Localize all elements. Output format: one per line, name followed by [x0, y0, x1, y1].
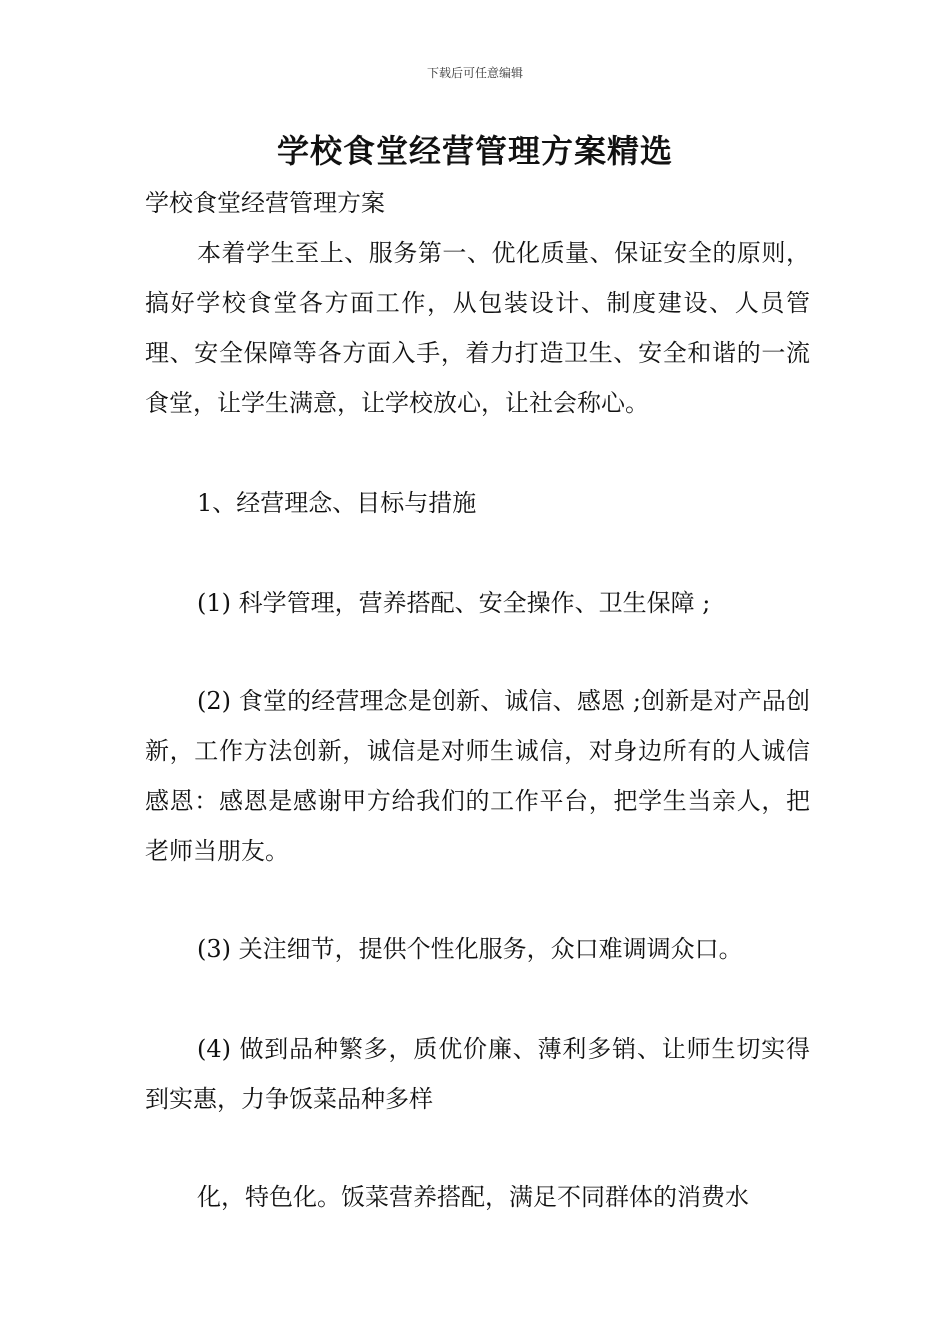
list-item-1: (1) 科学管理，营养搭配、安全操作、卫生保障 ; — [197, 589, 711, 617]
paragraph-intro: 本着学生至上、服务第一、优化质量、保证安全的原则，搞好学校食堂各方面工作，从包装设计、制度建设、人员管理、安全保障等各方面入手，着力打造卫生、安全和谐的一流食堂，让学生满意，让学校放心，让社会称心。 — [145, 239, 810, 417]
document-title: 学校食堂经营管理方案精选 — [276, 132, 673, 170]
document-subtitle: 学校食堂经营管理方案 — [145, 189, 385, 217]
list-item-4: (4) 做到品种繁多，质优价廉、薄利多销、让师生切实得到实惠，力争饭菜品种多样 — [145, 1035, 810, 1113]
list-item-3: (3) 关注细节，提供个性化服务，众口难调调众口。 — [197, 935, 743, 963]
list-item-2: (2) 食堂的经营理念是创新、诚信、感恩 ;创新是对产品创新，工作方法创新，诚信是对师生诚信，对身边所有的人诚信感恩：感恩是感谢甲方给我们的工作平台，把学生当亲人，把老师当朋友。 — [145, 687, 810, 865]
header-note: 下载后可任意编辑 — [426, 66, 523, 80]
paragraph-continuation: 化，特色化。饭菜营养搭配，满足不同群体的消费水 — [197, 1183, 749, 1211]
section-heading-1: 1、经营理念、目标与措施 — [197, 489, 477, 517]
